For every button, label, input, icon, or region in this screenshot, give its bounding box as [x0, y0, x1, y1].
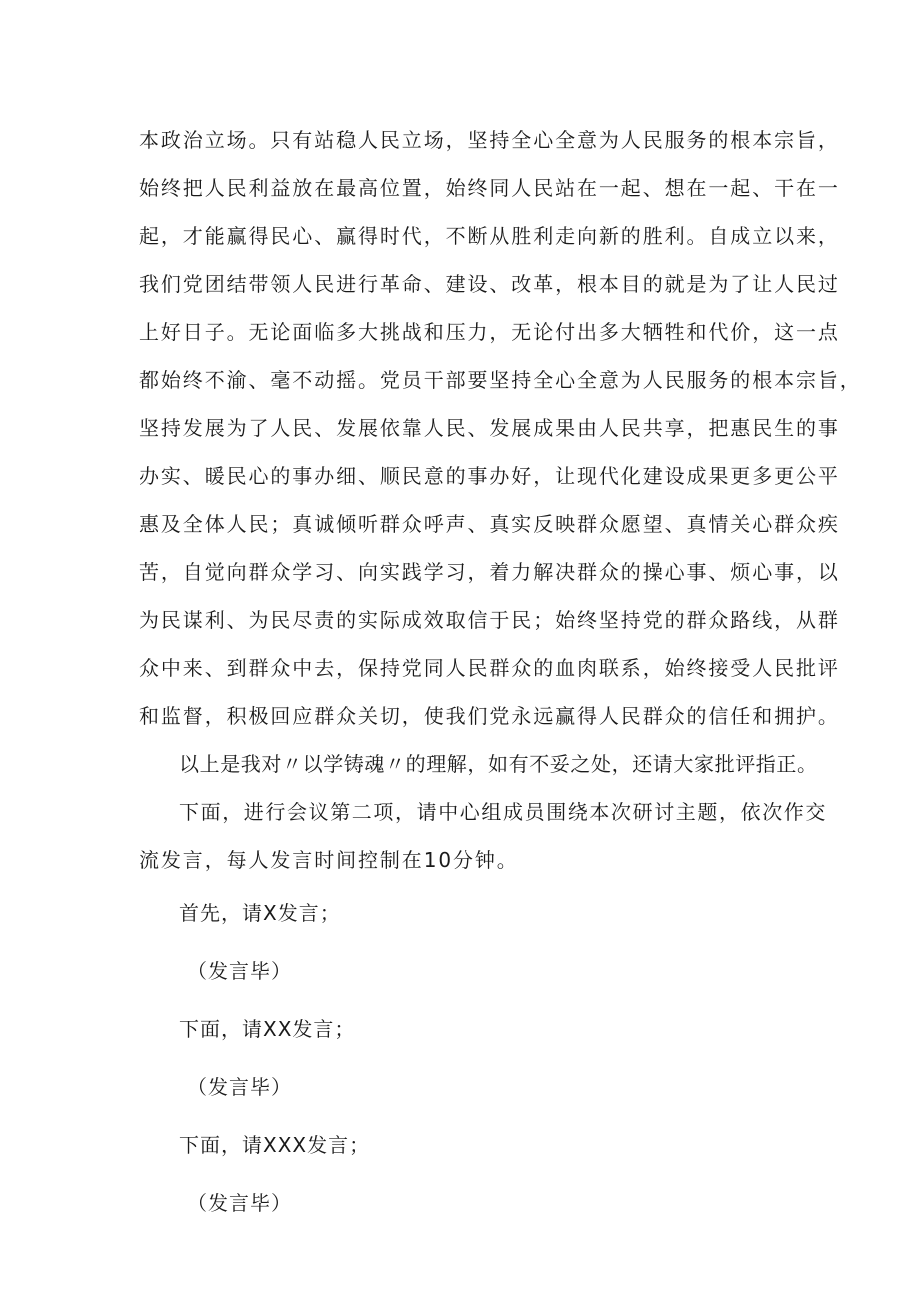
- speaker-note: （发言毕）: [187, 959, 292, 983]
- text-line: 下面，进行会议第二项，请中心组成员围绕本次研讨主题，依次作交: [179, 800, 827, 824]
- paragraph-people-stance: [139, 116, 862, 740]
- text-line: 始终把人民利益放在最高位置，始终同人民站在一起、想在一起、干在一: [139, 176, 840, 200]
- text-line: 和监督，积极回应群众关切，使我们党永远赢得人民群众的信任和拥护。: [139, 704, 840, 728]
- text-line: 我们党团结带领人民进行革命、建设、改革，根本目的就是为了让人民过: [139, 272, 840, 296]
- speaker-note: （发言毕）: [187, 1075, 292, 1099]
- text-line: 惠及全体人民；真诚倾听群众呼声、真实反映群众愿望、真情关心群众疾: [139, 512, 840, 536]
- speaker-note: （发言毕）: [187, 1191, 292, 1215]
- text-line: 上好日子。无论面临多大挑战和压力，无论付出多大牺牲和代价，这一点: [139, 320, 840, 344]
- speaker-call: 首先，请X发言；: [179, 901, 341, 925]
- speaker-call: 下面，请XX发言；: [179, 1017, 356, 1041]
- paragraph-agenda-item-two: [139, 788, 827, 884]
- text-line: 都始终不渝、毫不动摇。党员干部要坚持全心全意为人民服务的根本宗旨，: [139, 368, 862, 392]
- text-line: 本政治立场。只有站稳人民立场，坚持全心全意为人民服务的根本宗旨，: [139, 128, 840, 152]
- document-body: [139, 116, 862, 1232]
- text-line: 流发言，每人发言时间控制在10分钟。: [139, 848, 519, 872]
- speaker-list: [139, 884, 789, 1232]
- text-line: 坚持发展为了人民、发展依靠人民、发展成果由人民共享，把惠民生的事: [139, 416, 840, 440]
- speaker-call: 下面，请XXX发言；: [179, 1133, 371, 1157]
- text-line: 苦，自觉向群众学习、向实践学习，着力解决群众的操心事、烦心事，以: [139, 560, 840, 584]
- text-line: 办实、暖民心的事办细、顺民意的事办好，让现代化建设成果更多更公平: [139, 464, 840, 488]
- text-line: 为民谋利、为民尽责的实际成效取信于民；始终坚持党的群众路线，从群: [139, 608, 840, 632]
- paragraph-closing-remark: 以上是我对〃以学铸魂〃的理解，如有不妥之处，还请大家批评指正。: [179, 752, 818, 776]
- text-line: 起，才能赢得民心、赢得时代，不断从胜利走向新的胜利。自成立以来，: [139, 224, 840, 248]
- text-line: 众中来、到群众中去，保持党同人民群众的血肉联系，始终接受人民批评: [139, 656, 840, 680]
